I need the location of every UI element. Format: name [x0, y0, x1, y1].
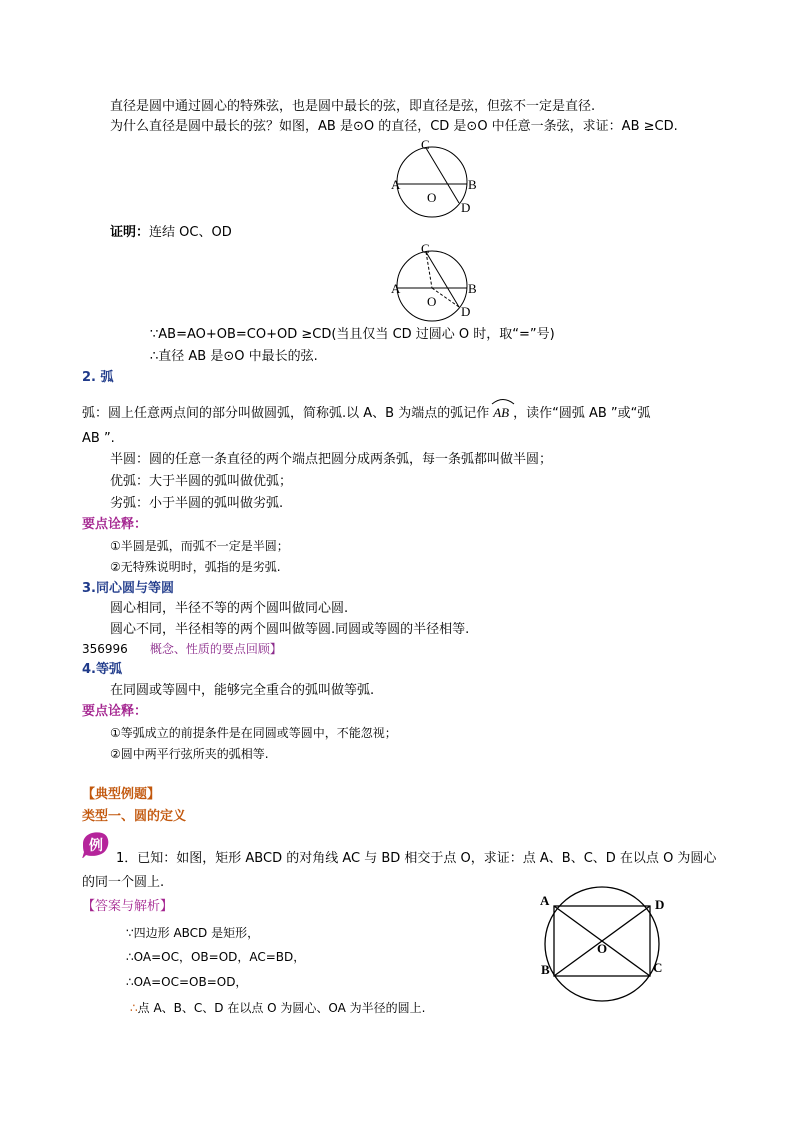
label-o: O [427, 190, 437, 205]
label-a: A [391, 177, 401, 192]
example-1-line2: 的同一个圆上. [82, 875, 165, 890]
label-o: O [597, 941, 608, 956]
minor-arc-def: 劣弧：小于半圆的弧叫做劣弧. [110, 496, 284, 511]
proof-step-2: ∴直径 AB 是⊙O 中最长的弦. [150, 349, 318, 364]
keypoints-title: 要点诠释： [82, 517, 148, 532]
reference-number: 356996 [82, 642, 128, 656]
label-c: C [653, 960, 663, 975]
answer-step: ∴点 A、B、C、D 在以点 O 为圆心、OA 为半径的圆上. [130, 1001, 426, 1015]
type-one-title: 类型一、圆的定义 [82, 809, 187, 824]
proof-step-1: ∵AB=AO+OB=CO+OD ≥CD(当且仅当 CD 过圆心 O 时，取“=”号) [150, 327, 555, 342]
label-c: C [421, 137, 430, 152]
major-arc-def: 优弧：大于半圆的弧叫做优弧； [110, 474, 293, 489]
proof-line [110, 224, 232, 242]
reference-text: 概念、性质的要点回顾】 [149, 642, 282, 656]
arc-definition-b: ，读作“圆弧 AB ”或“弧 [513, 406, 651, 421]
keypoint-item: ①半圆是弧，而弧不一定是半圆； [110, 539, 289, 553]
figure-rectangle-in-circle [536, 886, 676, 1006]
label-a: A [540, 893, 550, 908]
equal-arcs-def: 在同圆或等圆中，能够完全重合的弧叫做等弧. [110, 683, 375, 698]
proof-label: 证明： [110, 225, 150, 240]
intro-paragraph-2: 为什么直径是圆中最长的弦？如图，AB 是⊙O 的直径，CD 是⊙O 中任意一条弦，求证：AB ≥CD. [110, 119, 678, 134]
answer-step: ∴OA=OC，OB=OD，AC=BD， [126, 950, 306, 964]
example-1-line1: 1．已知：如图，矩形 ABCD 的对角线 AC 与 BD 相交于点 O，求证：点 A、B、C、D 在以点 O 为圆心 [116, 851, 717, 866]
figure-circle-chord [388, 138, 488, 222]
section-title-equal-arcs: 4.等弧 [82, 662, 122, 677]
arc-definition-line1 [82, 404, 650, 423]
semicircle-def: 半圆：圆的任意一条直径的两个端点把圆分成两条弧，每一条弧都叫做半圆； [110, 452, 553, 467]
label-b: B [468, 177, 477, 192]
label-d: D [461, 200, 471, 215]
equal-circles-def: 圆心不同，半径相等的两个圆叫做等圆.同圆或等圆的半径相等. [110, 622, 470, 637]
label-b: B [468, 281, 477, 296]
arc-ab-symbol: AB [489, 404, 513, 422]
label-c: C [421, 241, 430, 256]
typical-examples-title: 【典型例题】 [82, 787, 161, 802]
reference-line [82, 640, 282, 658]
figure-circle-radii [388, 242, 488, 326]
concentric-def: 圆心相同，半径不等的两个圆叫做同心圆. [110, 601, 349, 616]
label-d: D [655, 897, 665, 912]
arc-overline [491, 397, 515, 405]
arc-definition-a: 弧：圆上任意两点间的部分叫做圆弧，简称弧.以 A、B 为端点的弧记作 [82, 406, 490, 421]
label-b: B [541, 962, 550, 977]
label-o: O [427, 294, 437, 309]
arc-definition-line2: AB ”. [82, 431, 115, 446]
example-badge-icon [80, 830, 110, 858]
keypoint-item: ②无特殊说明时，弧指的是劣弧. [110, 560, 281, 574]
label-d: D [461, 304, 471, 319]
keypoint-item: ②圆中两平行弦所夹的弧相等. [110, 747, 269, 761]
answer-step: ∵四边形 ABCD 是矩形， [126, 926, 260, 940]
label-a: A [391, 281, 401, 296]
section-title-concentric: 3.同心圆与等圆 [82, 581, 174, 596]
proof-text: 连结 OC、OD [149, 225, 232, 240]
intro-paragraph-1: 直径是圆中通过圆心的特殊弦，也是圆中最长的弦，即直径是弦，但弦不一定是直径. [110, 99, 596, 114]
answer-title: 【答案与解析】 [82, 899, 174, 914]
keypoint-item: ①等弧成立的前提条件是在同圆或等圆中，不能忽视； [110, 726, 397, 740]
answer-step: ∴OA=OC=OB=OD， [126, 975, 248, 989]
section-title-arc: 2. 弧 [82, 370, 114, 385]
svg-text:例: 例 [89, 838, 103, 854]
therefore-symbol: ∴ [130, 1001, 138, 1015]
keypoints-title: 要点诠释： [82, 704, 148, 719]
